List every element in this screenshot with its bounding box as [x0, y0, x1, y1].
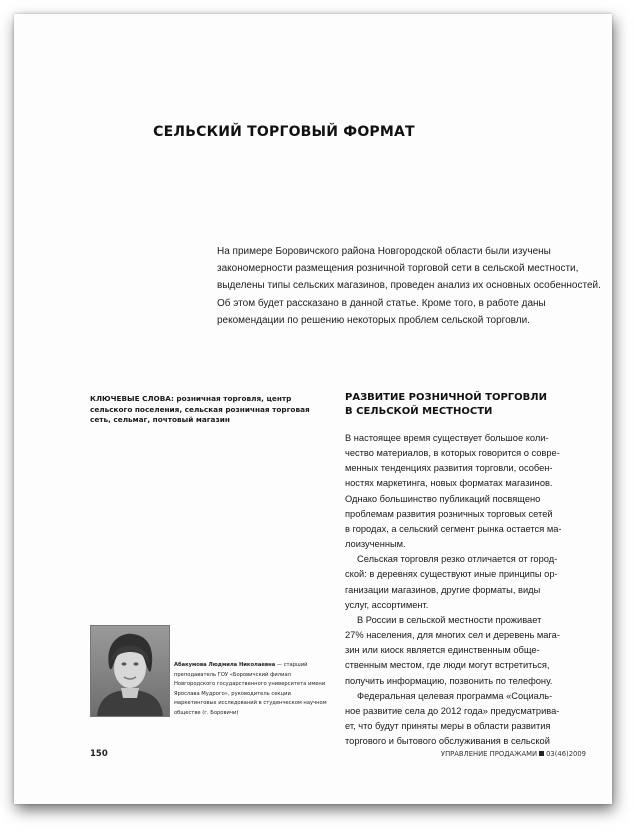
body-column — [345, 431, 585, 749]
section-heading-line: В СЕЛЬСКОЙ МЕСТНОСТИ — [345, 406, 493, 417]
body-line: менных тенденциях развития торговли, особен- — [345, 463, 553, 474]
page-number: 150 — [90, 749, 108, 759]
body-line: Федеральная целевая программа «Социаль- — [357, 690, 553, 701]
body-line: В России в сельской местности проживает — [357, 614, 542, 625]
section-heading-line: РАЗВИТИЕ РОЗНИЧНОЙ ТОРГОВЛИ — [345, 392, 547, 403]
keywords-label: КЛЮЧЕВЫЕ СЛОВА: — [90, 394, 174, 403]
body-line: ное развитие села до 2012 года» предусматрива- — [345, 705, 560, 716]
square-bullet-icon — [539, 751, 544, 756]
body-line: ственным местом, где люди могут встретиться, — [345, 660, 550, 671]
author-portrait-image — [91, 626, 169, 716]
author-photo — [90, 625, 170, 717]
journal-name: УПРАВЛЕНИЕ ПРОДАЖАМИ — [440, 750, 538, 758]
keywords-block — [90, 394, 328, 426]
keywords-text: розничная торговля, центр сельского поселения, сельская розничная торговая сеть, сельмаг, почтовый магазин — [90, 394, 310, 425]
body-line: лоизученным. — [345, 539, 406, 550]
body-line: ностях маркетинга, новых форматах магазинов. — [345, 478, 553, 489]
article-title: СЕЛЬСКИЙ ТОРГОВЫЙ ФОРМАТ — [153, 124, 415, 140]
body-line: проблемам развития розничных торговых сетей — [345, 508, 553, 519]
body-line: 27% населения, для многих сел и деревень мага- — [345, 630, 560, 641]
author-name: Абакумова Людмила Николаевна — [174, 662, 276, 668]
author-bio: — старший преподаватель ГОУ «Боровичский филиал Новгородского государственного университета имени Ярослава Мудрого», руководитель секции маркетинговых исследований в студенческом научном обществе (г. Боровичи) — [174, 662, 327, 716]
body-line: в городах, а сельский сегмент рынка остается ма- — [345, 523, 562, 534]
body-line: ет, что будут приняты меры в области развития — [345, 720, 551, 731]
article-lead: На примере Боровичского района Новгородской области были изучены закономерности размещения розничной торговой сети в сельской местности, выделены типы сельских магазинов, проведен анализ их основных особенностей. Об этом будет рассказано в данной статье. Кроме того, в работе даны рекомендации по решению некоторых проблем сельской торговли. — [217, 246, 601, 326]
body-line: Сельская торговля резко отличается от город- — [357, 554, 558, 565]
body-line: зин или киоск является единственным обще- — [345, 645, 540, 656]
issue-number: 03(46)2009 — [546, 750, 586, 758]
body-line: ганизации магазинов, другие форматы, виды — [345, 584, 541, 595]
footer-journal — [414, 750, 586, 758]
body-line: чество материалов, в которых говорится о совре- — [345, 448, 560, 459]
body-line: торгового и бытового обслуживания в сельской — [345, 736, 550, 747]
body-line: В настоящее время существует большое коли- — [345, 433, 549, 443]
body-line: Однако большинство публикаций посвящено — [345, 493, 541, 504]
body-line: получить информацию, позвонить по телефону. — [345, 675, 553, 686]
author-info — [174, 661, 330, 718]
section-heading — [345, 391, 575, 419]
body-line: услуг, ассортимент. — [345, 599, 429, 610]
magazine-page — [14, 14, 612, 804]
body-line: ской: в деревнях существуют иные принципы ор- — [345, 569, 558, 580]
